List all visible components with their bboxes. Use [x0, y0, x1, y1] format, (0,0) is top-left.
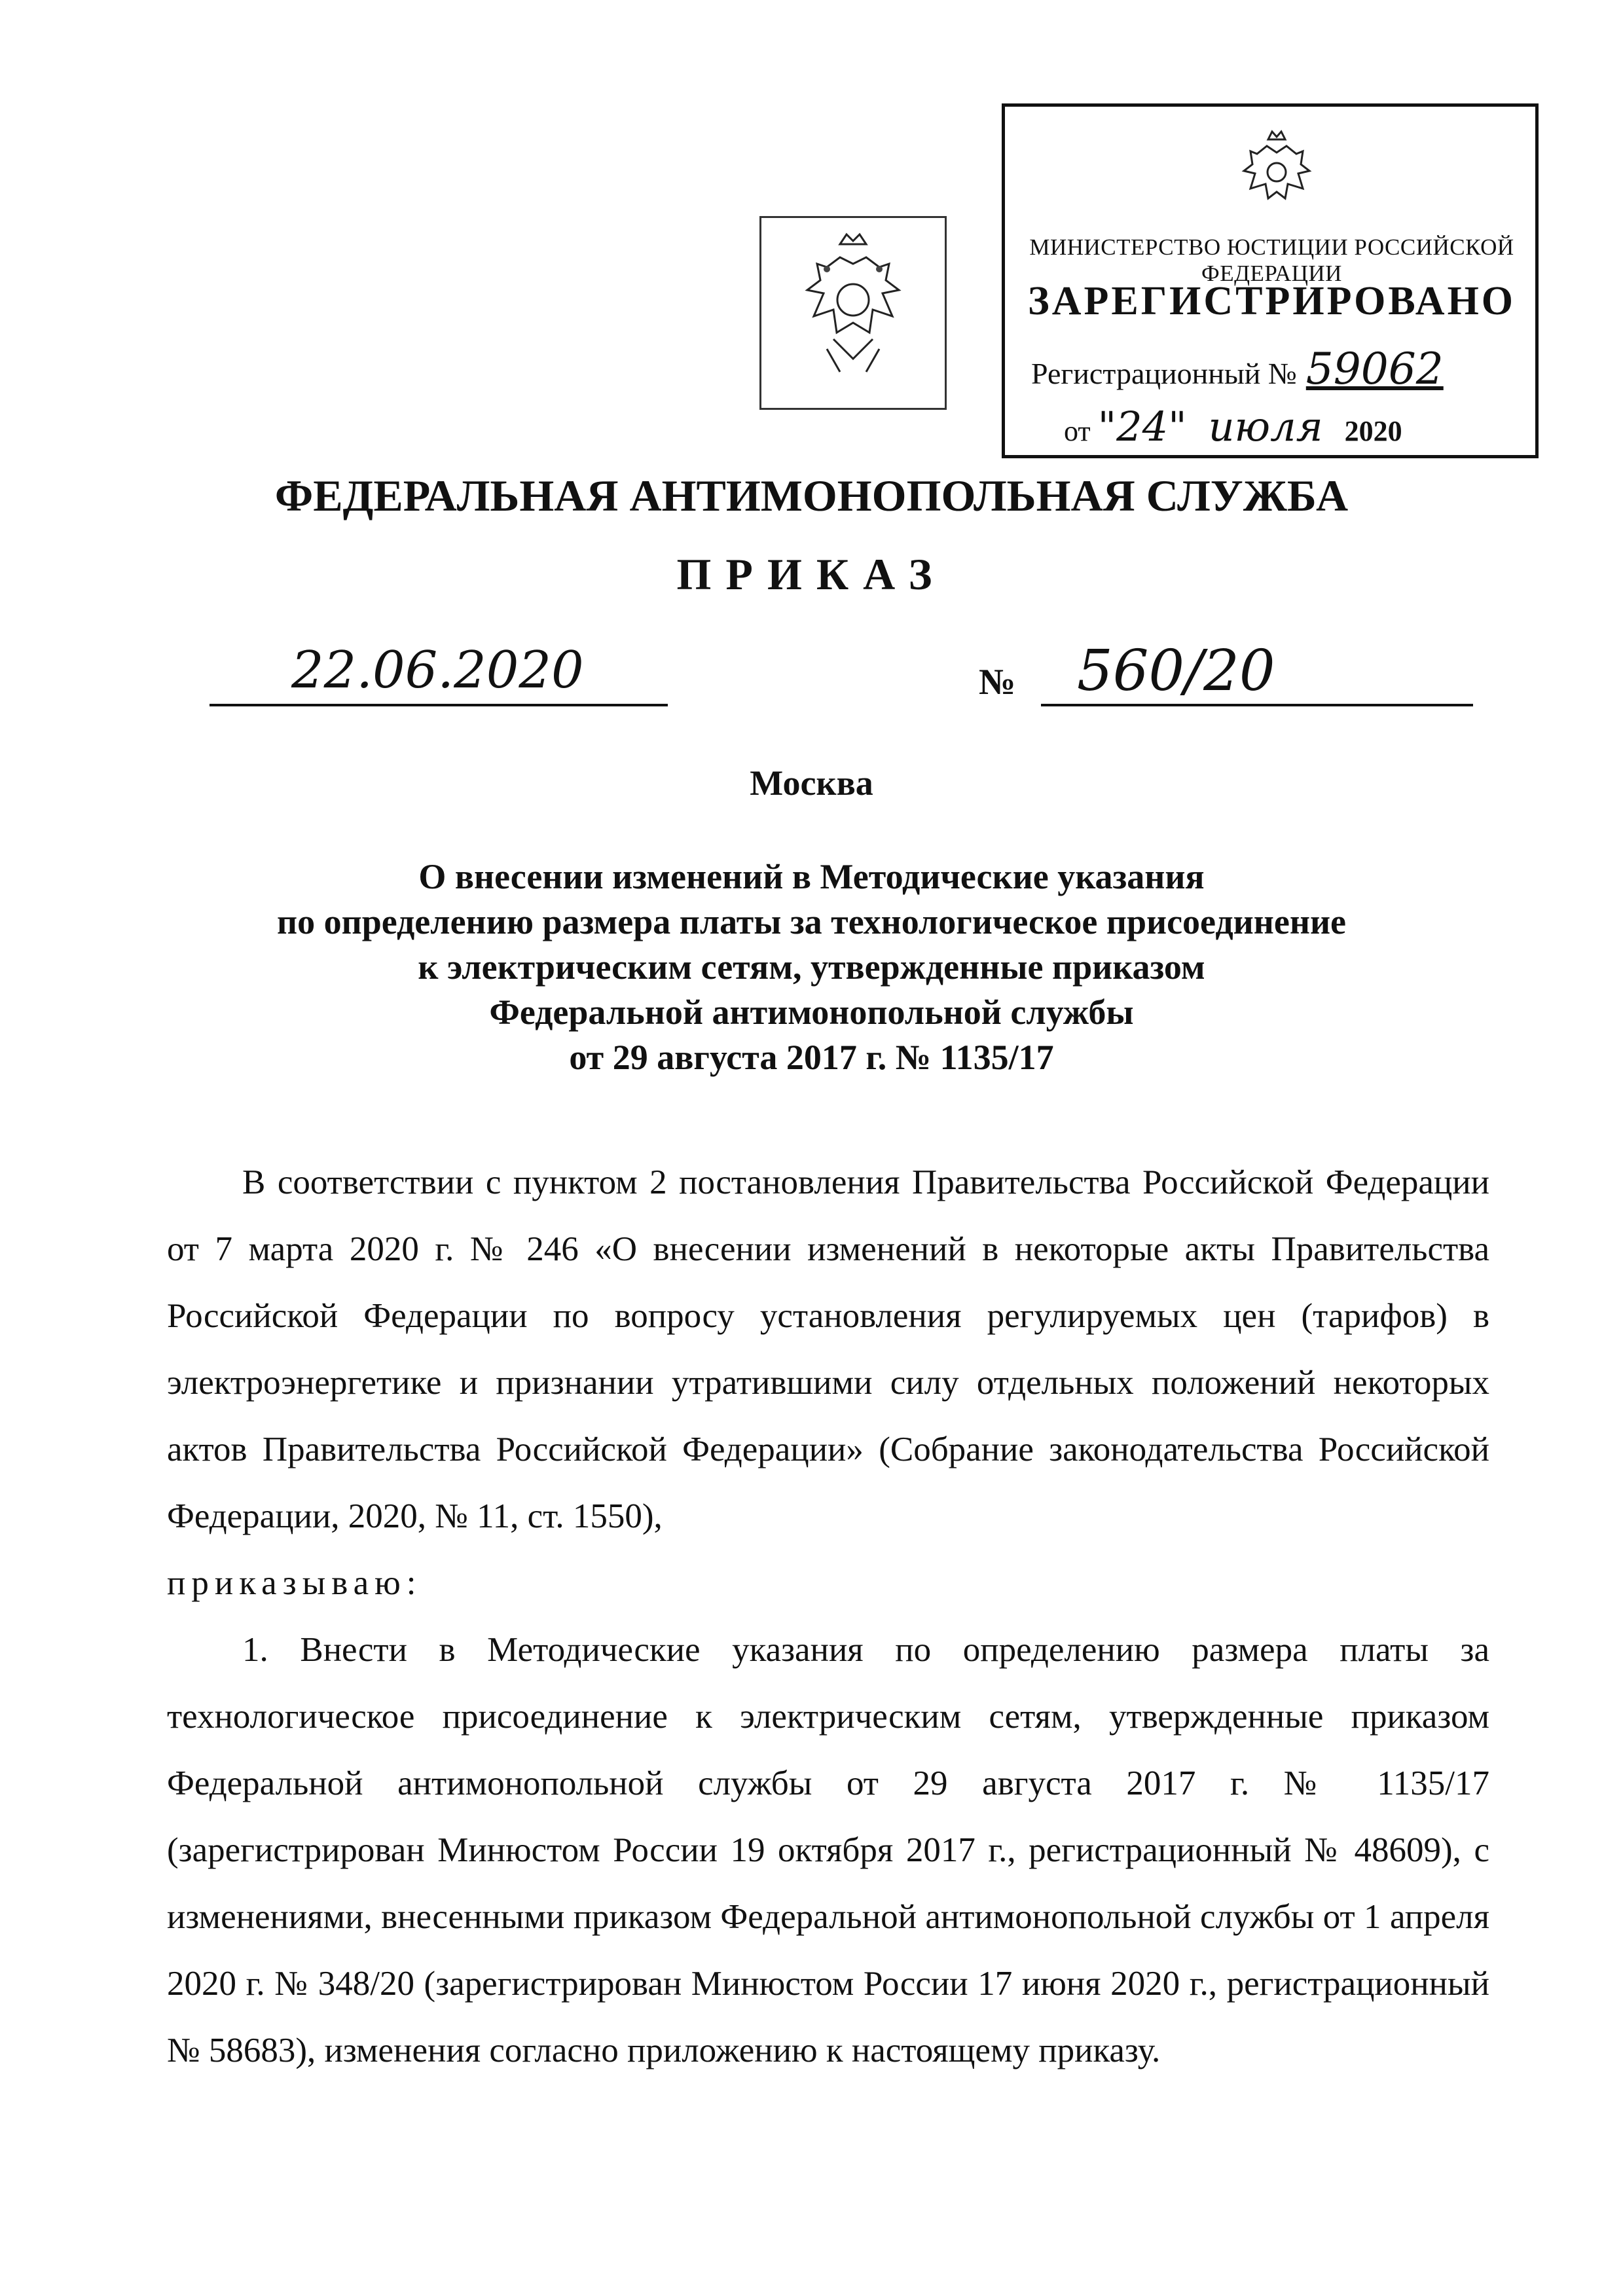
double-headed-eagle-icon [761, 218, 945, 408]
stamp-registered: ЗАРЕГИСТРИРОВАНО [1027, 279, 1516, 323]
paragraph-item-1: 1. Внести в Методические указания по определению размера платы за технологическое присоединение к электрическим сетям, утвержденные приказом Федеральной антимонопольной службы от 29 августа 2017 г. № 1135/17 (зарегистрирован Минюстом России 19 октября 2017 г., регистрационный № 48609), с изменениями, внесенными приказом Федеральной антимонопольной службы от 1 апреля 2020 г. № 348/20 (зарегистрирован Минюстом России 17 июня 2020 г., регистрационный № 58683), изменения согласно приложению к настоящему приказу. [167, 1631, 1489, 2069]
order-number-line [1041, 638, 1473, 706]
paragraph-preamble: В соответствии с пунктом 2 постановления Правительства Российской Федерации от 7 марта 2020 г. № 246 «О внесении изменений в некоторые акты Правительства Российской Федерации по вопросу установления регулируемых цен (тарифов) в электроэнергетике и признании утратившими силу отдельных положений некоторых актов Правительства Российской Федерации» (Собрание законодательства Российской Федерации, 2020, № 11, ст. 1550), [167, 1163, 1489, 1535]
order-date-line [210, 638, 668, 706]
city: Москва [750, 763, 873, 803]
stamp-regnum-row [1031, 344, 1444, 394]
stamp-regnum-value: 59062 [1305, 344, 1444, 394]
stamp-ministry: МИНИСТЕРСТВО ЮСТИЦИИ РОССИЙСКОЙ ФЕДЕРАЦИИ [1029, 234, 1514, 286]
stamp-date-row [1064, 403, 1402, 450]
title-line: Федеральной антимонопольной службы [489, 993, 1134, 1032]
document-title [131, 854, 1492, 1080]
order-number: 560/20 [1077, 638, 1275, 704]
stamp-date-month: июля [1208, 403, 1323, 450]
order-directive: приказываю: [167, 1564, 422, 1602]
stamp-regnum-label: Регистрационный № [1031, 357, 1297, 390]
stamp-eagle-icon [1228, 126, 1326, 211]
title-line: О внесении изменений в Методические указания [418, 857, 1205, 896]
order-date: 22.06.2020 [291, 641, 584, 700]
title-line: к электрическим сетям, утвержденные приказом [418, 947, 1205, 987]
document-body [167, 1149, 1489, 2084]
stamp-date-year: 2020 [1344, 415, 1402, 447]
document-type: ПРИКАЗ [676, 549, 947, 599]
agency-name: ФЕДЕРАЛЬНАЯ АНТИМОНОПОЛЬНАЯ СЛУЖБА [274, 471, 1349, 520]
stamp-date-prefix: от [1064, 415, 1091, 447]
title-line: по определению размера платы за технологическое присоединение [276, 902, 1347, 941]
registration-stamp [1002, 103, 1539, 458]
stamp-date-day: "24" [1097, 403, 1187, 450]
title-line: от 29 августа 2017 г. № 1135/17 [569, 1038, 1054, 1077]
state-emblem [759, 216, 947, 410]
number-sign: № [979, 662, 1016, 702]
